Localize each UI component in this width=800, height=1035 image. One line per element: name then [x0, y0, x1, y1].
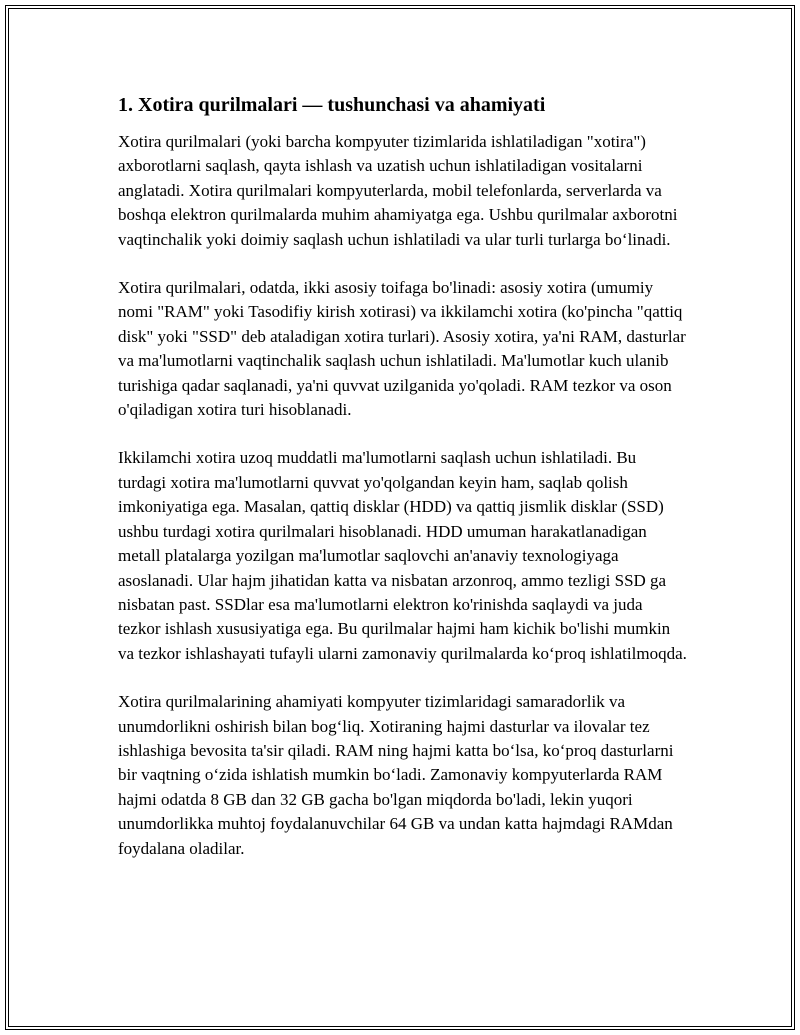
- paragraph-secondary-memory: Ikkilamchi xotira uzoq muddatli ma'lumotlarni saqlash uchun ishlatiladi. Bu turdagi xotira ma'lumotlarni quvvat yo'qolgandan keyin ham, saqlab qolish imkoniyatiga ega. Masalan, qattiq disklar (HDD) va qattiq jismlik disklar (SSD) ushbu turdagi xotira qurilmalari hisoblanadi. HDD umuman harakatlanadigan metall platalarga yozilgan ma'lumotlar saqlovchi an'anaviy texnologiyaga asoslanadi. Ular hajm jihatidan katta va nisbatan arzonroq, ammo tezligi SSD ga nisbatan past. SSDlar esa ma'lumotlarni elektron ko'rinishda saqlaydi va juda tezkor ishlash xususiyatiga ega. Bu qurilmalar hajmi ham kichik bo'lishi mumkin va tezkor ishlashayati tufayli ularni zamonaviy qurilmalarda koʻproq ishlatilmoqda.: [118, 448, 687, 663]
- document-body: [118, 92, 688, 885]
- paragraph-intro: Xotira qurilmalari (yoki barcha kompyuter tizimlarida ishlatiladigan "xotira") axborotlarni saqlash, qayta ishlash va uzatish uchun ishlatiladigan vositalarni anglatadi. Xotira qurilmalari kompyuterlarda, mobil telefonlarda, serverlarda va boshqa elektron qurilmalarda muhim ahamiyatga ega. Ushbu qurilmalar axborotni vaqtinchalik yoki doimiy saqlash uchun ishlatiladi va ular turli turlarga boʻlinadi.: [118, 132, 678, 249]
- paragraph-importance: Xotira qurilmalarining ahamiyati kompyuter tizimlaridagi samaradorlik va unumdorlikni oshirish bilan bogʻliq. Xotiraning hajmi dasturlar va ilovalar tez ishlashiga bevosita ta'sir qiladi. RAM ning hajmi katta boʻlsa, koʻproq dasturlarni bir vaqtning oʻzida ishlatish mumkin boʻladi. Zamonaviy kompyuterlarda RAM hajmi odatda 8 GB dan 32 GB gacha bo'lgan miqdorda bo'ladi, lekin yuqori unumdorlikka muhtoj foydalanuvchilar 64 GB va undan katta hajmdagi RAMdan foydalana oladilar.: [118, 692, 674, 858]
- section-heading: 1. Xotira qurilmalari — tushunchasi va ahamiyati: [118, 94, 546, 116]
- paragraph-memory-types: Xotira qurilmalari, odatda, ikki asosiy toifaga bo'linadi: asosiy xotira (umumiy nomi "RAM" yoki Tasodifiy kirish xotirasi) va ikkilamchi xotira (ko'pincha "qattiq disk" yoki "SSD" deb ataladigan xotira turlari). Asosiy xotira, ya'ni RAM, dasturlar va ma'lumotlarni vaqtinchalik saqlash uchun ishlatiladi. Ma'lumotlar kuch ulanib turishiga qadar saqlanadi, ya'ni quvvat uzilganida yo'qoladi. RAM tezkor va oson o'qiladigan xotira turi hisoblanadi.: [118, 278, 686, 420]
